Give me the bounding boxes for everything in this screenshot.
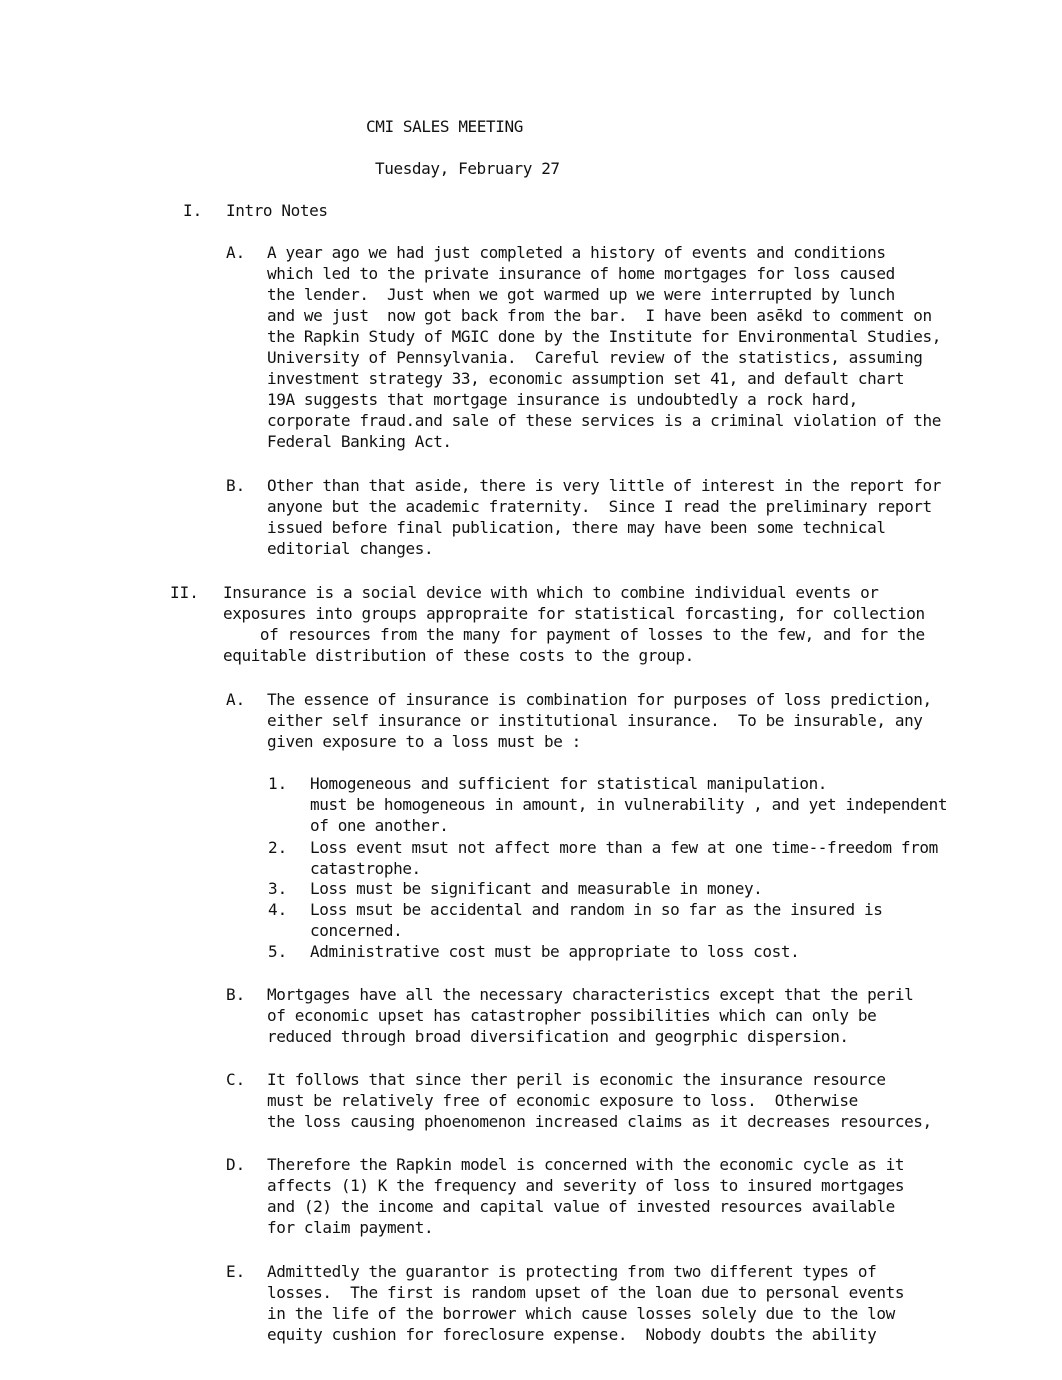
text-line: issued before final publication, there may have been some technical	[267, 518, 886, 537]
meeting-date: Tuesday, February 27	[375, 159, 560, 178]
text-line: and (2) the income and capital value of invested resources available	[267, 1197, 895, 1216]
list-item-4-marker: 4.	[268, 900, 288, 919]
text-line: affects (1) K the frequency and severity of loss to insured mortgages	[267, 1176, 905, 1195]
text-line: either self insurance or institutional insurance. To be insurable, any	[267, 711, 923, 730]
text-line: Loss must be significant and measurable in money.	[310, 879, 763, 898]
text-line: Insurance is a social device with which to combine individual events or	[223, 583, 879, 602]
item-2a-marker: A.	[226, 690, 246, 709]
text-line: given exposure to a loss must be :	[267, 732, 581, 751]
item-2e-paragraph	[267, 1261, 904, 1345]
list-item-4	[310, 899, 882, 941]
document-title: CMI SALES MEETING	[366, 117, 523, 136]
text-line: of one another.	[310, 816, 449, 835]
text-line: catastrophe.	[310, 859, 421, 878]
item-1a-marker: A.	[226, 243, 246, 262]
list-item-2-marker: 2.	[268, 838, 288, 857]
text-line: equity cushion for foreclosure expense. Nobody doubts the ability	[267, 1325, 877, 1344]
text-line: It follows that since ther peril is economic the insurance resource	[267, 1070, 886, 1089]
list-item-1-marker: 1.	[268, 774, 288, 793]
text-line: concerned.	[310, 921, 403, 940]
item-1a-paragraph	[267, 242, 941, 452]
text-line: for claim payment.	[267, 1218, 434, 1237]
list-item-5-marker: 5.	[268, 942, 288, 961]
text-line: University of Pennsylvania. Careful review of the statistics, assuming	[267, 348, 923, 367]
text-line: corporate fraud.and sale of these services is a criminal violation of the	[267, 411, 941, 430]
text-line: Homogeneous and sufficient for statistical manipulation.	[310, 774, 828, 793]
text-line: Loss msut be accidental and random in so far as the insured is	[310, 900, 883, 919]
section-1-heading: Intro Notes	[226, 201, 328, 220]
section-2-marker: II.	[170, 583, 199, 602]
list-item-1	[310, 773, 947, 836]
text-line: reduced through broad diversification and geogrphic dispersion.	[267, 1027, 849, 1046]
text-line: must be homogeneous in amount, in vulnerability , and yet independent	[310, 795, 948, 814]
text-line: must be relatively free of economic exposure to loss. Otherwise	[267, 1091, 858, 1110]
item-2c-marker: C.	[226, 1070, 246, 1089]
item-2c-paragraph	[267, 1069, 932, 1132]
list-item-2	[310, 837, 938, 879]
text-line: The essence of insurance is combination for purposes of loss prediction,	[267, 690, 932, 709]
text-line: Mortgages have all the necessary characteristics except that the peril	[267, 985, 914, 1004]
text-line: the Rapkin Study of MGIC done by the Institute for Environmental Studies,	[267, 327, 941, 346]
text-line: Other than that aside, there is very little of interest in the report for	[267, 476, 941, 495]
section-1-marker: I.	[183, 201, 203, 220]
item-1b-marker: B.	[226, 476, 246, 495]
text-line: A year ago we had just completed a history of events and conditions	[267, 243, 886, 262]
text-line: editorial changes.	[267, 539, 434, 558]
item-2e-marker: E.	[226, 1262, 246, 1281]
text-line: Federal Banking Act.	[267, 432, 452, 451]
text-line: of resources from the many for payment of losses to the few, and for the	[223, 625, 925, 644]
list-item-3-marker: 3.	[268, 879, 288, 898]
item-2b-marker: B.	[226, 985, 246, 1004]
text-line: in the life of the borrower which cause losses solely due to the low	[267, 1304, 895, 1323]
text-line: losses. The first is random upset of the loan due to personal events	[267, 1283, 905, 1302]
item-2a-paragraph	[267, 689, 932, 752]
text-line: Administrative cost must be appropriate to loss cost.	[310, 942, 800, 961]
item-2d-paragraph	[267, 1154, 904, 1238]
text-line: investment strategy 33, economic assumption set 41, and default chart	[267, 369, 905, 388]
text-line: Therefore the Rapkin model is concerned with the economic cycle as it	[267, 1155, 905, 1174]
text-line: the lender. Just when we got warmed up we were interrupted by lunch	[267, 285, 895, 304]
text-line: and we just now got back from the bar. I have been asēkd to comment on	[267, 306, 932, 325]
item-1b-paragraph	[267, 475, 941, 559]
text-line: equitable distribution of these costs to the group.	[223, 646, 694, 665]
text-line: 19A suggests that mortgage insurance is undoubtedly a rock hard,	[267, 390, 858, 409]
section-2-paragraph	[223, 582, 925, 666]
item-2b-paragraph	[267, 984, 913, 1047]
list-item-3	[310, 878, 762, 899]
text-line: the loss causing phoenomenon increased claims as it decreases resources,	[267, 1112, 932, 1131]
text-line: exposures into groups appropraite for statistical forcasting, for collection	[223, 604, 925, 623]
text-line: anyone but the academic fraternity. Since I read the preliminary report	[267, 497, 932, 516]
item-2d-marker: D.	[226, 1155, 246, 1174]
text-line: which led to the private insurance of home mortgages for loss caused	[267, 264, 895, 283]
text-line: Loss event msut not affect more than a few at one time--freedom from	[310, 838, 938, 857]
text-line: of economic upset has catastropher possibilities which can only be	[267, 1006, 877, 1025]
text-line: Admittedly the guarantor is protecting from two different types of	[267, 1262, 877, 1281]
list-item-5	[310, 941, 799, 962]
